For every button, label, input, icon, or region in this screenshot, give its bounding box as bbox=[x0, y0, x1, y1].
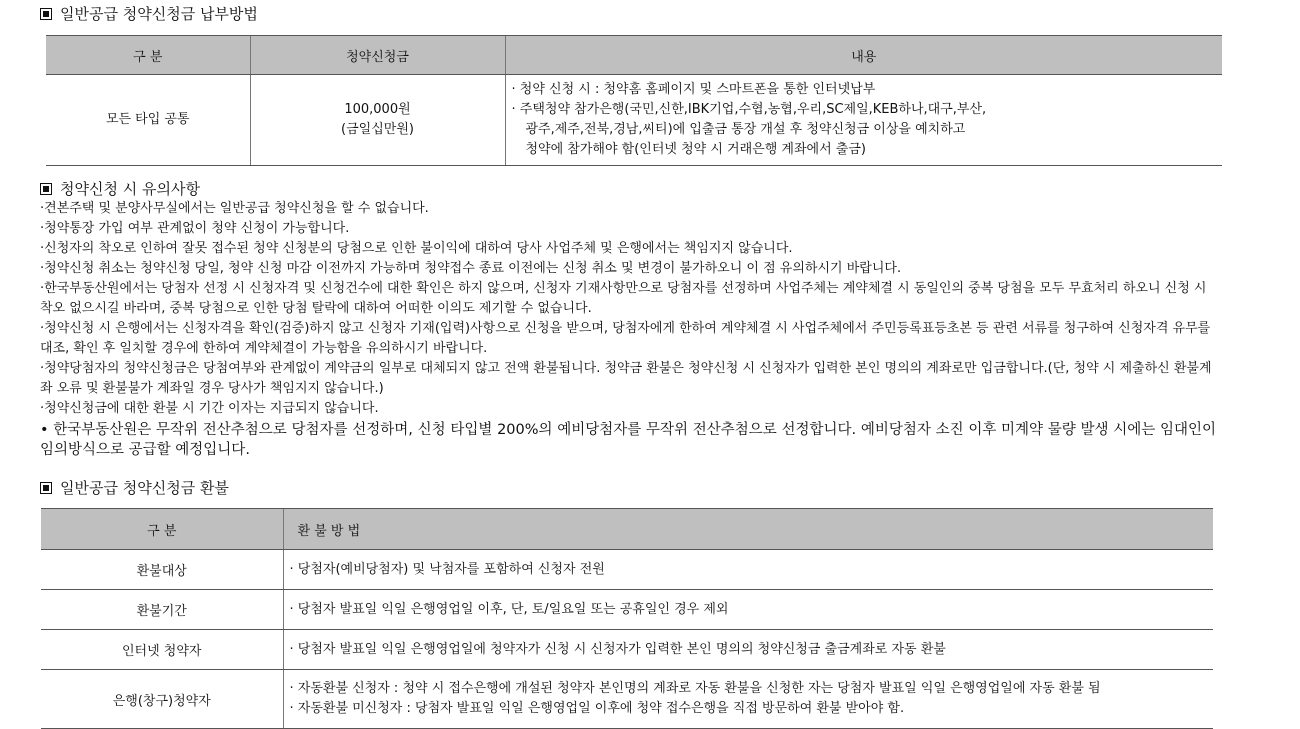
content-line: 광주,제주,전북,경남,씨티)에 입출금 통장 개설 후 청약신청금 이상을 예치하고 bbox=[525, 122, 966, 137]
amount-value: 100,000원 bbox=[344, 102, 411, 117]
note-item: ·청약신청 시 은행에서는 신청자격을 확인(검증)하지 않고 신청자 기재(입력)사항으로 신청을 받으며, 당첨자에게 한하여 계약체결 시 사업주체에서 주민등록표등초본 등 관련 서류를 청구하여 신청자격 유무를 대조, 확인 후 일치할 경우에 한하여 계약체결이 가능함을 유의하시기 바랍니다. bbox=[40, 321, 1211, 356]
section-title: 일반공급 청약신청금 납부방법 bbox=[60, 5, 258, 23]
table-row bbox=[41, 670, 1213, 729]
desc-cell: · 당첨자(예비당첨자) 및 낙첨자를 포함하여 신청자 전원 bbox=[283, 550, 1213, 590]
desc-cell: · 당첨자 발표일 익일 은행영업일 이후, 단, 토/일요일 또는 공휴일인 경우 제외 bbox=[283, 590, 1213, 630]
column-header: 내용 bbox=[505, 36, 1222, 75]
desc-line: · 자동환불 신청자 : 청약 시 접수은행에 개설된 청약자 본인명의 계좌로 자동 환불을 신청한 자는 당첨자 발표일 익일 은행영업일에 자동 환불 됨 bbox=[289, 681, 1101, 696]
table-header-row bbox=[46, 36, 1222, 75]
note-item: ·한국부동산원에서는 당첨자 선정 시 신청자격 및 신청건수에 대한 확인은 하지 않으며, 신청자 기재사항만으로 당첨자를 선정하며 사업주체는 계약체결 시 동일인의 중복 당첨을 모두 무효처리 하오니 신청 시 착오 없으시길 바라며, 중복 당첨으로 인한 당첨 탈락에 대하여 어떠한 이의도 제기할 수 없습니다. bbox=[40, 281, 1207, 316]
table-row bbox=[41, 550, 1213, 590]
square-bullet-icon bbox=[40, 482, 52, 494]
note-item: ·청약당첨자의 청약신청금은 당첨여부와 관계없이 계약금의 일부로 대체되지 않고 전액 환불됩니다. 청약금 환불은 청약신청 시 신청자가 입력한 본인 명의의 계좌로만 입금합니다.(단, 청약 시 제출하신 환불계좌 오류 및 환불불가 계좌일 경우 당사가 책임지지 않습니다.) bbox=[40, 361, 1212, 396]
note-item: ·견본주택 및 분양사무실에서는 일반공급 청약신청을 할 수 없습니다. bbox=[40, 201, 429, 216]
highlight-note: • 한국부동산원은 무작위 전산추첨으로 당첨자를 선정하며, 신청 타입별 200%의 예비당첨자를 무작위 전산추첨으로 선정합니다. 예비당첨자 소진 이후 미계약 물량 발생 시에는 임대인이 임의방식으로 공급할 예정입니다. bbox=[40, 422, 1216, 458]
note-item: ·신청자의 착오로 인하여 잘못 접수된 청약 신청분의 당첨으로 인한 불이익에 대하여 당사 사업주체 및 은행에서는 책임지지 않습니다. bbox=[40, 241, 793, 256]
desc-cell bbox=[283, 670, 1213, 729]
label-cell: 환불대상 bbox=[41, 550, 283, 590]
type-cell: 모든 타입 공통 bbox=[46, 75, 250, 166]
amount-korean: (금일십만원) bbox=[341, 122, 414, 137]
amount-cell bbox=[250, 75, 505, 166]
square-bullet-icon bbox=[40, 8, 52, 20]
column-header: 환 불 방 법 bbox=[283, 509, 1213, 550]
column-header: 구 분 bbox=[41, 509, 283, 550]
label-cell: 은행(창구)청약자 bbox=[41, 670, 283, 729]
column-header: 청약신청금 bbox=[250, 36, 505, 75]
content-line: · 주택청약 참가은행(국민,신한,IBK기업,수협,농협,우리,SC제일,KEB하나,대구,부산, bbox=[511, 102, 987, 117]
payment-method-table bbox=[46, 35, 1222, 166]
note-item: ·청약통장 가입 여부 관계없이 청약 신청이 가능합니다. bbox=[40, 221, 350, 236]
table-header-row bbox=[41, 509, 1213, 550]
label-cell: 인터넷 청약자 bbox=[41, 630, 283, 670]
section-heading-refund bbox=[40, 477, 229, 498]
desc-cell: · 당첨자 발표일 익일 은행영업일에 청약자가 신청 시 신청자가 입력한 본인 명의의 청약신청금 출금계좌로 자동 환불 bbox=[283, 630, 1213, 670]
section-heading-notes bbox=[40, 178, 200, 199]
note-item: ·청약신청 취소는 청약신청 당일, 청약 신청 마감 이전까지 가능하며 청약접수 종료 이전에는 신청 취소 및 변경이 불가하오니 이 점 유의하시기 바랍니다. bbox=[40, 261, 902, 276]
section-title: 청약신청 시 유의사항 bbox=[60, 180, 200, 198]
section-title: 일반공급 청약신청금 환불 bbox=[60, 479, 229, 497]
notes-list bbox=[40, 199, 1216, 460]
label-cell: 환불기간 bbox=[41, 590, 283, 630]
table-row bbox=[46, 75, 1222, 166]
desc-line: · 자동환불 미신청자 : 당첨자 발표일 익일 은행영업일 이후에 청약 접수은행을 직접 방문하여 환불 받아야 함. bbox=[289, 701, 905, 716]
content-line: 청약에 참가해야 함(인터넷 청약 시 거래은행 계좌에서 출금) bbox=[525, 142, 866, 157]
table-row bbox=[41, 630, 1213, 670]
content-cell bbox=[505, 75, 1222, 166]
refund-table bbox=[41, 508, 1213, 729]
column-header: 구 분 bbox=[46, 36, 250, 75]
note-item: ·청약신청금에 대한 환불 시 기간 이자는 지급되지 않습니다. bbox=[40, 401, 379, 416]
table-row bbox=[41, 590, 1213, 630]
content-line: · 청약 신청 시 : 청약홈 홈페이지 및 스마트폰을 통한 인터넷납부 bbox=[511, 82, 876, 97]
square-bullet-icon bbox=[40, 183, 52, 195]
section-heading-payment bbox=[40, 3, 258, 24]
